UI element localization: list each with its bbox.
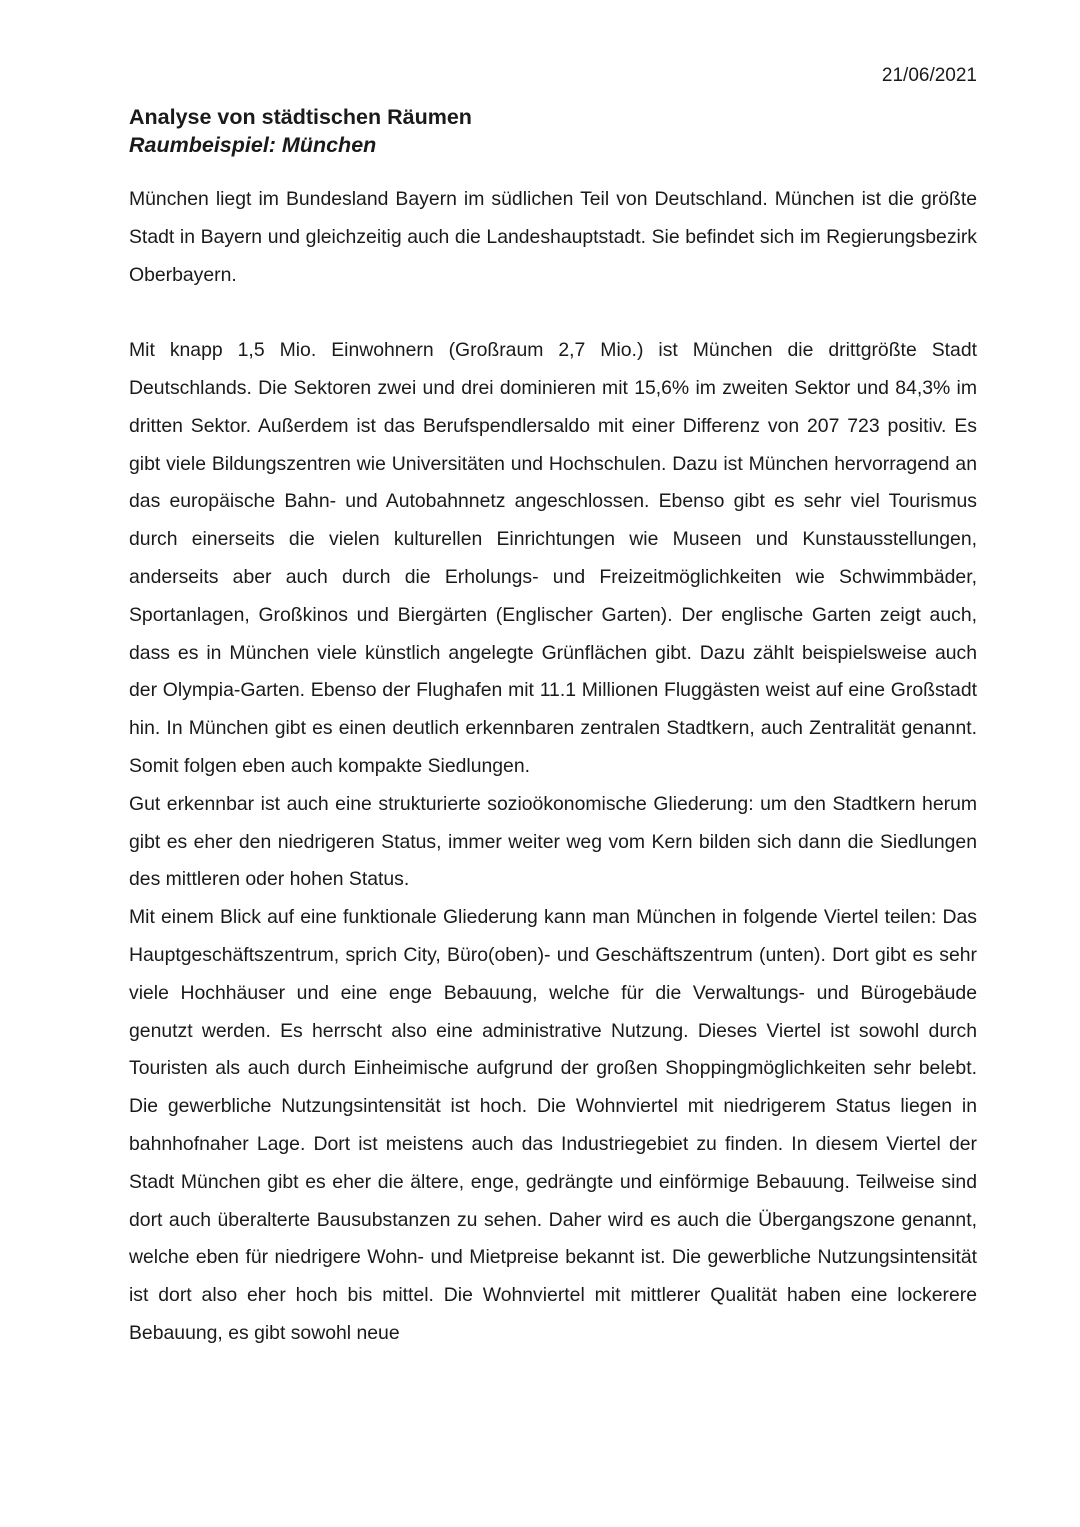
paragraph-spacer — [129, 294, 977, 332]
paragraph-population: Mit knapp 1,5 Mio. Einwohnern (Großraum 2,7 Mio.) ist München die drittgrößte Stadt Deutschlands. Die Sektoren zwei und drei dominieren mit 15,6% im zweiten Sektor und 84,3% im dritten Sektor. Außerdem ist das Berufspendlersaldo mit einer Differenz von 207 723 positiv. Es gibt viele Bildungszentren wie Universitäten und Hochschulen. Dazu ist München hervorragend an das europäische Bahn- und Autobahnnetz angeschlossen. Ebenso gibt es sehr viel Tourismus durch einerseits die vielen kulturellen Einrichtungen wie Museen und Kunstausstellungen, anderseits aber auch durch die Erholungs- und Freizeitmöglichkeiten wie Schwimmbäder, Sportanlagen, Großkinos und Biergärten (Englischer Garten). Der englische Garten zeigt auch, dass es in München viele künstlich angelegte Grünflächen gibt. Dazu zählt beispielsweise auch der Olympia-Garten. Ebenso der Flughafen mit 11.1 Millionen Fluggästen weist auf eine Großstadt hin. In München gibt es einen deutlich erkennbaren zentralen Stadtkern, auch Zentralität genannt. Somit folgen eben auch kompakte Siedlungen. — [129, 339, 977, 777]
document-title: Analyse von städtischen Räumen — [129, 105, 472, 129]
document-date: 21/06/2021 — [881, 65, 977, 86]
paragraph-intro: München liegt im Bundesland Bayern im südlichen Teil von Deutschland. München ist die größte Stadt in Bayern und gleichzeitig auch die Landeshauptstadt. Sie befindet sich im Regierungsbezirk Oberbayern. — [129, 188, 977, 286]
paragraph-socioeconomic: Gut erkennbar ist auch eine strukturierte sozioökonomische Gliederung: um den Stadtkern herum gibt es eher den niedrigeren Status, immer weiter weg vom Kern bilden sich dann die Siedlungen des mittleren oder hohen Status. — [129, 792, 977, 891]
document-body — [129, 181, 977, 1353]
paragraph-functional: Mit einem Blick auf eine funktionale Gliederung kann man München in folgende Viertel teilen: Das Hauptgeschäftszentrum, sprich City, Büro(oben)- und Geschäftszentrum (unten). Dort gibt es sehr viele Hochhäuser und eine enge Bebauung, welche für die Verwaltungs- und Bürogebäude genutzt werden. Es herrscht also eine administrative Nutzung. Dieses Viertel ist sowohl durch Touristen als auch durch Einheimische aufgrund der großen Shoppingmöglichkeiten sehr belebt. Die gewerbliche Nutzungsintensität ist hoch. Die Wohnviertel mit niedrigerem Status liegen in bahnhofnaher Lage. Dort ist meistens auch das Industriegebiet zu finden. In diesem Viertel der Stadt München gibt es eher die ältere, enge, gedrängte und einförmige Bebauung. Teilweise sind dort auch überalterte Bausubstanzen zu sehen. Daher wird es auch die Übergangszone genannt, welche eben für niedrigere Wohn- und Mietpreise bekannt ist. Die gewerbliche Nutzungsintensität ist dort also eher hoch bis mittel. Die Wohnviertel mit mittlerer Qualität haben eine lockerere Bebauung, es gibt sowohl neue — [129, 906, 977, 1344]
document-subtitle: Raumbeispiel: München — [129, 133, 377, 157]
